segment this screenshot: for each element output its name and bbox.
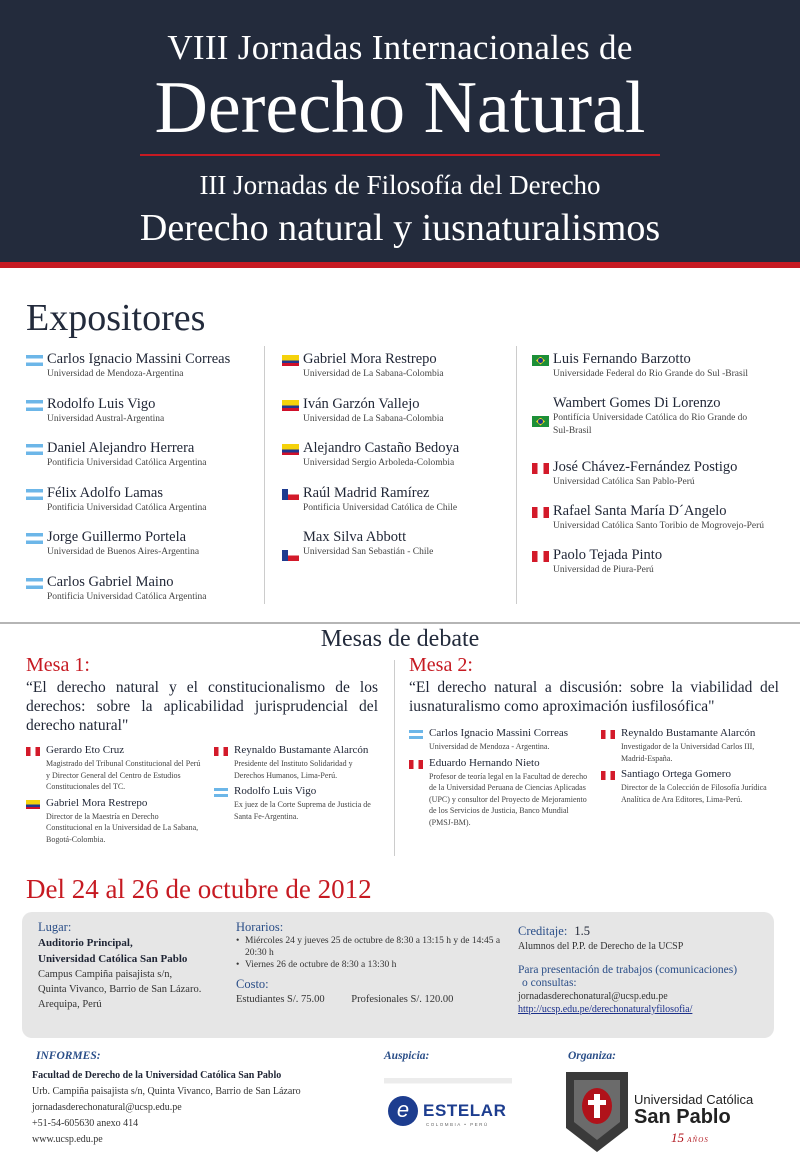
informes-phone: +51-54-605630 anexo 414 — [32, 1118, 139, 1129]
auspicia-label: Auspicia: — [384, 1050, 430, 1062]
speaker-item — [26, 439, 258, 484]
event-subtitle: Derecho natural y iusnaturalismos — [139, 207, 661, 249]
speaker-name: Carlos Ignacio Massini Correas — [47, 351, 231, 367]
speaker-name: Daniel Alejandro Herrera — [47, 440, 195, 456]
speaker-item — [26, 350, 258, 395]
venue-address-line: Quinta Vivanco, Barrio de San Lázaro. — [38, 984, 202, 995]
panelist-name: Gerardo Eto Cruz — [46, 744, 125, 756]
speaker-affiliation: Pontificia Universidad Católica de Chile — [303, 502, 458, 513]
mesa-1-section — [26, 654, 378, 844]
speaker-item — [26, 484, 258, 529]
argentina-flag-icon — [409, 730, 423, 739]
speaker-name: José Chávez-Fernández Postigo — [553, 459, 738, 475]
speaker-name: Alejandro Castaño Bedoya — [303, 440, 460, 456]
speaker-affiliation: Pontificia Universidad Católica Argentina — [47, 502, 207, 513]
argentina-flag-icon — [26, 489, 43, 500]
panelist-item — [26, 743, 206, 793]
venue-name: Auditorio Principal, — [38, 937, 133, 949]
brazil-flag-icon — [532, 355, 549, 366]
speakers-column-2 — [282, 350, 514, 573]
informes-line: Facultad de Derecho de la Universidad Católica San Pablo — [32, 1070, 282, 1081]
speaker-affiliation: Universidad de La Sabana-Colombia — [303, 369, 444, 379]
peru-flag-icon — [532, 551, 549, 562]
column-divider — [264, 346, 265, 604]
submissions-label: Para presentación de trabajos (comunicaciones) — [518, 964, 738, 976]
panelist-name: Rodolfo Luis Vigo — [234, 785, 317, 797]
informes-block — [32, 1068, 362, 1148]
speaker-item — [532, 394, 782, 458]
speaker-item — [26, 528, 258, 573]
venue-address-line: Arequipa, Perú — [38, 999, 102, 1010]
cost-label: Costo: — [236, 977, 269, 991]
estelar-name: ESTELAR — [423, 1101, 507, 1120]
speakers-column-1 — [26, 350, 258, 617]
peru-flag-icon — [532, 507, 549, 518]
credits-value: 1.5 — [574, 924, 591, 938]
schedule-list — [236, 935, 506, 971]
ucsp-years-number: 15 — [671, 1130, 684, 1145]
shield-icon — [566, 1072, 628, 1152]
speaker-item — [532, 502, 782, 546]
panelist-description: Presidente del Instituto Solidaridad y Derechos Humanos, Lima-Perú. — [234, 759, 353, 780]
peru-flag-icon — [532, 463, 549, 474]
speaker-affiliation: Universidade Federal do Rio Grande do Sul -Brasil — [553, 369, 748, 379]
speaker-name: Iván Garzón Vallejo — [303, 395, 420, 412]
peru-flag-icon — [601, 771, 615, 780]
panelist-description: Director de la Colección de Filosofía Jurídica Analítica de Ara Editores, Lima-Perú. — [621, 783, 767, 804]
schedule-item: • Miércoles 24 y jueves 25 de octubre de 8:30 a 13:15 h y de 14:45 a 20:30 h — [236, 935, 506, 959]
speaker-affiliation: Universidad de Piura-Perú — [553, 565, 654, 575]
header-banner — [0, 0, 800, 268]
speaker-item — [282, 395, 514, 440]
informes-website[interactable]: www.ucsp.edu.pe — [32, 1134, 103, 1145]
panelist-description: Ex juez de la Corte Suprema de Justicia de Santa Fe-Argentina. — [234, 800, 371, 821]
peru-flag-icon — [214, 747, 228, 756]
speaker-affiliation: Pontificia Universidad Católica Argentina — [47, 591, 207, 602]
cost-row — [236, 992, 506, 1007]
speaker-name: Max Silva Abbott — [303, 529, 407, 545]
cost-students: Estudiantes S/. 75.00 — [236, 994, 325, 1005]
event-secondary-title: III Jornadas de Filosofía del Derecho — [199, 170, 601, 200]
venue-university: Universidad Católica San Pablo — [38, 953, 188, 965]
schedule-block — [236, 920, 506, 1007]
submissions-label-2: o consultas: — [522, 977, 577, 989]
mesa-1-label: Mesa 1: — [26, 654, 90, 676]
argentina-flag-icon — [26, 355, 43, 366]
mesas-title: Mesas de debate — [320, 626, 480, 652]
panelist-item — [601, 726, 773, 764]
panelist-name: Carlos Ignacio Massini Correas — [429, 727, 568, 739]
ucsp-name-line2: San Pablo — [634, 1106, 731, 1128]
speaker-item — [282, 350, 514, 395]
panelist-description: Profesor de teoría legal en la Facultad de derecho de la Universidad Peruana de Ciencias Aplicadas (UPC) y consultor del Proyecto de Mejoramiento de los Servicios de Justicia, Banco Mundial (PMSJ-BM). — [429, 771, 588, 827]
schedule-item: • Viernes 26 de octubre de 8:30 a 13:30 h — [236, 959, 506, 971]
venue-label: Lugar: — [38, 920, 72, 934]
argentina-flag-icon — [26, 578, 43, 589]
speaker-name: Paolo Tejada Pinto — [553, 547, 663, 563]
credits-label: Creditaje: — [518, 924, 568, 938]
schedule-label: Horarios: — [236, 920, 284, 934]
venue-block — [38, 920, 233, 1012]
mesas-divider — [0, 622, 800, 624]
panelist-description: Investigador de la Universidad Carlos III, Madrid-España. — [621, 742, 755, 763]
argentina-flag-icon — [26, 533, 43, 544]
colombia-flag-icon — [282, 444, 299, 455]
speaker-name: Félix Adolfo Lamas — [47, 484, 163, 501]
colombia-flag-icon — [282, 400, 299, 411]
speaker-name: Luis Fernando Barzotto — [553, 351, 691, 367]
speaker-affiliation: Universidad Austral-Argentina — [47, 413, 165, 424]
speaker-name: Wambert Gomes Di Lorenzo — [553, 395, 721, 411]
brazil-flag-icon — [532, 416, 549, 427]
header-divider — [140, 154, 660, 156]
chile-flag-icon — [282, 489, 299, 500]
informes-email[interactable]: jornadasderechonatural@ucsp.edu.pe — [32, 1102, 182, 1113]
speaker-item — [282, 439, 514, 484]
speaker-name: Carlos Gabriel Maino — [47, 573, 174, 590]
estelar-logo — [384, 1078, 512, 1144]
mesa-2-section — [409, 654, 779, 827]
peru-flag-icon — [26, 747, 40, 756]
panelist-item — [26, 796, 206, 846]
speaker-affiliation: Universidad Católica Santo Toribio de Mogrovejo-Perú — [553, 521, 765, 531]
event-dates: Del 24 al 26 de octubre de 2012 — [26, 874, 372, 904]
informes-line: Urb. Campiña paisajista s/n, Quinta Vivanco, Barrio de San Lázaro — [32, 1086, 301, 1097]
speaker-item — [282, 484, 514, 529]
speakers-column-3 — [532, 350, 782, 590]
speaker-item — [532, 350, 782, 394]
speaker-affiliation: Pontifícia Universidade Católica do Rio Grande do Sul-Brasil — [553, 413, 748, 436]
argentina-flag-icon — [214, 788, 228, 797]
speaker-affiliation: Universidad San Sebastián - Chile — [303, 547, 434, 557]
info-box — [22, 912, 774, 1038]
chile-flag-icon — [282, 550, 299, 561]
colombia-flag-icon — [282, 355, 299, 366]
credits-block — [518, 924, 768, 1015]
mesa-2-label: Mesa 2: — [409, 654, 473, 676]
panelist-item — [409, 726, 589, 753]
speaker-affiliation: Universidad de Mendoza-Argentina — [47, 369, 184, 379]
speaker-item — [532, 546, 782, 590]
panelist-name: Eduardo Hernando Nieto — [429, 756, 540, 769]
estelar-subtitle: COLOMBIA • PERÚ — [426, 1122, 489, 1127]
argentina-flag-icon — [26, 400, 43, 411]
panelist-name: Reynaldo Bustamante Alarcón — [234, 744, 369, 756]
panelist-name: Santiago Ortega Gomero — [621, 768, 731, 780]
mesa-divider — [394, 660, 395, 856]
speaker-name: Gabriel Mora Restrepo — [303, 351, 437, 367]
panelist-name: Gabriel Mora Restrepo — [46, 796, 148, 809]
speaker-affiliation: Pontificia Universidad Católica Argentina — [47, 458, 207, 468]
speaker-item — [282, 528, 514, 573]
panelist-item — [601, 767, 773, 805]
ucsp-name-line1: Universidad Católica — [634, 1092, 754, 1107]
ucsp-years-word: AÑOS — [687, 1136, 709, 1144]
speaker-name: Rafael Santa María D´Angelo — [553, 503, 727, 519]
mesa-1-topic: “El derecho natural y el constitucionalismo de los derechos: sobre la aplicabilidad jurisprudencial del derecho natural" — [26, 679, 378, 734]
speaker-affiliation: Universidad Católica San Pablo-Perú — [553, 477, 695, 487]
contact-email[interactable]: jornadasderechonatural@ucsp.edu.pe — [518, 991, 668, 1002]
event-main-title: Derecho Natural — [154, 67, 646, 149]
expositores-title: Expositores — [26, 297, 206, 339]
credits-text: Alumnos del P.P. de Derecho de la UCSP — [518, 941, 684, 952]
credits-heading — [518, 924, 768, 939]
speaker-item — [532, 458, 782, 502]
event-website-link[interactable]: http://ucsp.edu.pe/derechonaturalyfilosofia/ — [518, 1004, 693, 1015]
speaker-name: Raúl Madrid Ramírez — [303, 484, 430, 501]
panelist-description: Director de la Maestría en Derecho Constitucional en la Universidad de La Sabana, Bogotá-Colombia. — [46, 811, 199, 844]
panelist-item — [214, 743, 378, 781]
estelar-emblem-icon: e — [388, 1096, 418, 1126]
speaker-name: Jorge Guillermo Portela — [47, 529, 187, 545]
informes-label: INFORMES: — [36, 1050, 101, 1062]
argentina-flag-icon — [26, 444, 43, 455]
peru-flag-icon — [601, 730, 615, 739]
panelist-description: Magistrado del Tribunal Constitucional del Perú y Director General del Centro de Estudios Constitucionales del TC. — [46, 759, 201, 791]
cost-professionals: Profesionales S/. 120.00 — [351, 994, 454, 1005]
column-divider — [516, 346, 517, 604]
panelist-item — [214, 784, 378, 822]
ucsp-anniversary — [671, 1130, 709, 1146]
panelist-description: Universidad de Mendoza - Argentina. — [429, 742, 550, 751]
speaker-affiliation: Universidad de Buenos Aires-Argentina — [47, 547, 200, 557]
speaker-affiliation: Universidad de La Sabana-Colombia — [303, 413, 444, 424]
speaker-item — [26, 573, 258, 618]
panelist-name: Reynaldo Bustamante Alarcón — [621, 727, 756, 739]
mesa-2-topic: “El derecho natural a discusión: sobre la viabilidad del iusnaturalismo como aproximación iusfilosófica" — [409, 679, 779, 715]
venue-address-line: Campus Campiña paisajista s/n, — [38, 969, 173, 980]
event-edition-title: VIII Jornadas Internacionales de — [167, 28, 633, 67]
ucsp-logo — [566, 1072, 756, 1158]
speaker-affiliation: Universidad Sergio Arboleda-Colombia — [303, 458, 455, 468]
organiza-label: Organiza: — [568, 1050, 616, 1062]
speaker-item — [26, 395, 258, 440]
speaker-name: Rodolfo Luis Vigo — [47, 395, 156, 412]
colombia-flag-icon — [26, 800, 40, 809]
peru-flag-icon — [409, 760, 423, 769]
panelist-item — [409, 756, 589, 829]
